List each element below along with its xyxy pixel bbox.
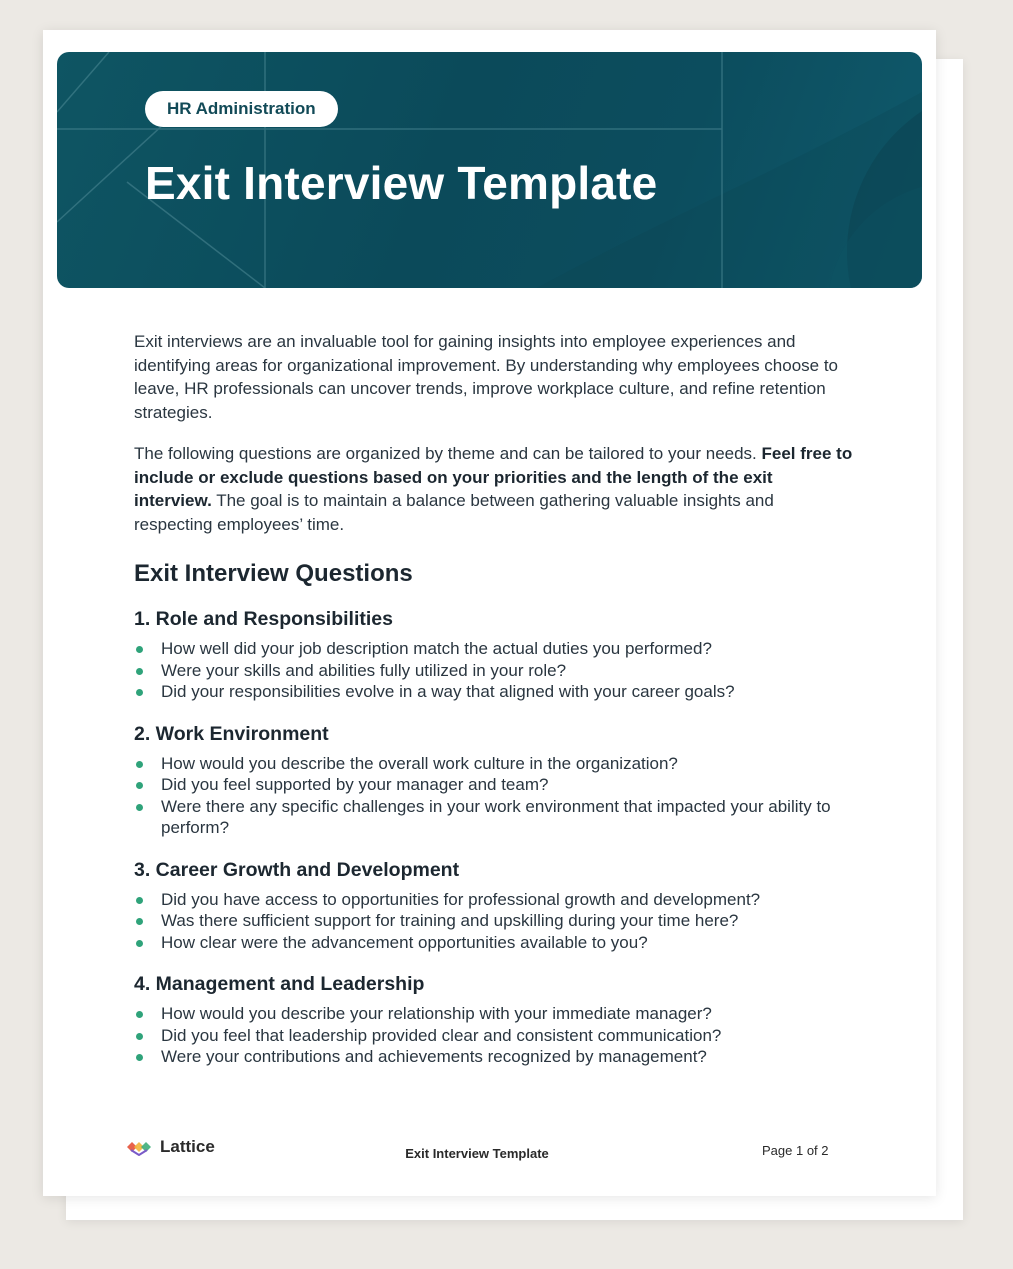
question-text: Did your responsibilities evolve in a way that aligned with your career goals? bbox=[161, 682, 735, 701]
bullet-icon bbox=[136, 646, 143, 653]
document-page bbox=[43, 30, 936, 1196]
bullet-icon bbox=[136, 689, 143, 696]
bullet-icon bbox=[136, 668, 143, 675]
question-item bbox=[134, 889, 854, 911]
question-list bbox=[134, 889, 854, 954]
page-number: Page 1 of 2 bbox=[762, 1143, 829, 1158]
question-item bbox=[134, 1046, 854, 1068]
questions-heading: Exit Interview Questions bbox=[134, 560, 413, 587]
section-title: 4. Management and Leadership bbox=[134, 973, 425, 995]
section-management-leadership bbox=[134, 973, 854, 1068]
intro-paragraph-2-start: The following questions are organized by theme and can be tailored to your needs. bbox=[134, 444, 762, 463]
question-text: Was there sufficient support for training and upskilling during your time here? bbox=[161, 911, 739, 930]
section-title: 1. Role and Responsibilities bbox=[134, 608, 393, 630]
bullet-icon bbox=[136, 761, 143, 768]
question-list bbox=[134, 753, 854, 839]
bullet-icon bbox=[136, 940, 143, 947]
question-text: How would you describe your relationship with your immediate manager? bbox=[161, 1004, 712, 1023]
question-item bbox=[134, 753, 854, 775]
bullet-icon bbox=[136, 804, 143, 811]
question-item bbox=[134, 774, 854, 796]
question-list bbox=[134, 638, 854, 703]
bullet-icon bbox=[136, 1011, 143, 1018]
intro-paragraph-2-end: The goal is to maintain a balance between gathering valuable insights and respecting employees’ time. bbox=[134, 491, 774, 534]
category-badge: HR Administration bbox=[145, 91, 338, 127]
logo-wordmark: Lattice bbox=[160, 1137, 215, 1156]
question-item bbox=[134, 1025, 854, 1047]
intro-paragraph-2 bbox=[134, 442, 854, 536]
main-content bbox=[134, 330, 854, 1088]
question-text: Did you feel supported by your manager and team? bbox=[161, 775, 549, 794]
section-title: 2. Work Environment bbox=[134, 722, 329, 745]
question-item bbox=[134, 681, 854, 703]
intro-paragraph-1: Exit interviews are an invaluable tool for gaining insights into employee experiences and identifying areas for organizational improvement. By understanding why employees choose to leave, HR professionals can uncover trends, improve workplace culture, and refine retention strategies. bbox=[134, 332, 839, 422]
lattice-logo bbox=[125, 1137, 215, 1157]
header-banner bbox=[57, 52, 922, 288]
bullet-icon bbox=[136, 897, 143, 904]
footer-doc-title: Exit Interview Template bbox=[405, 1146, 549, 1161]
question-text: Were your contributions and achievements recognized by management? bbox=[161, 1047, 707, 1066]
page-title: Exit Interview Template bbox=[145, 157, 658, 209]
question-text: How well did your job description match the actual duties you performed? bbox=[161, 639, 712, 658]
question-list bbox=[134, 1003, 854, 1068]
bullet-icon bbox=[136, 782, 143, 789]
section-role-responsibilities bbox=[134, 608, 854, 703]
section-title: 3. Career Growth and Development bbox=[134, 858, 460, 881]
question-text: How would you describe the overall work culture in the organization? bbox=[161, 753, 678, 773]
question-text: Did you feel that leadership provided clear and consistent communication? bbox=[161, 1025, 722, 1045]
question-item bbox=[134, 910, 854, 932]
section-work-environment bbox=[134, 723, 854, 839]
bullet-icon bbox=[136, 918, 143, 925]
question-item bbox=[134, 1003, 854, 1025]
question-text: Were there any specific challenges in your work environment that impacted your ability to perform? bbox=[161, 796, 831, 837]
lattice-logo-icon bbox=[125, 1138, 155, 1156]
question-text: Did you have access to opportunities for professional growth and development? bbox=[161, 889, 761, 909]
question-item bbox=[134, 932, 854, 954]
question-item bbox=[134, 638, 854, 660]
question-item bbox=[134, 660, 854, 682]
question-text: Were your skills and abilities fully utilized in your role? bbox=[161, 660, 567, 680]
question-text: How clear were the advancement opportunities available to you? bbox=[161, 932, 648, 952]
bullet-icon bbox=[136, 1033, 143, 1040]
question-item bbox=[134, 796, 854, 839]
bullet-icon bbox=[136, 1054, 143, 1061]
intro-paragraph-2-emphasis: Feel free to include or exclude questions based on your priorities and the length of the exit interview. bbox=[134, 444, 853, 510]
section-career-growth bbox=[134, 859, 854, 954]
